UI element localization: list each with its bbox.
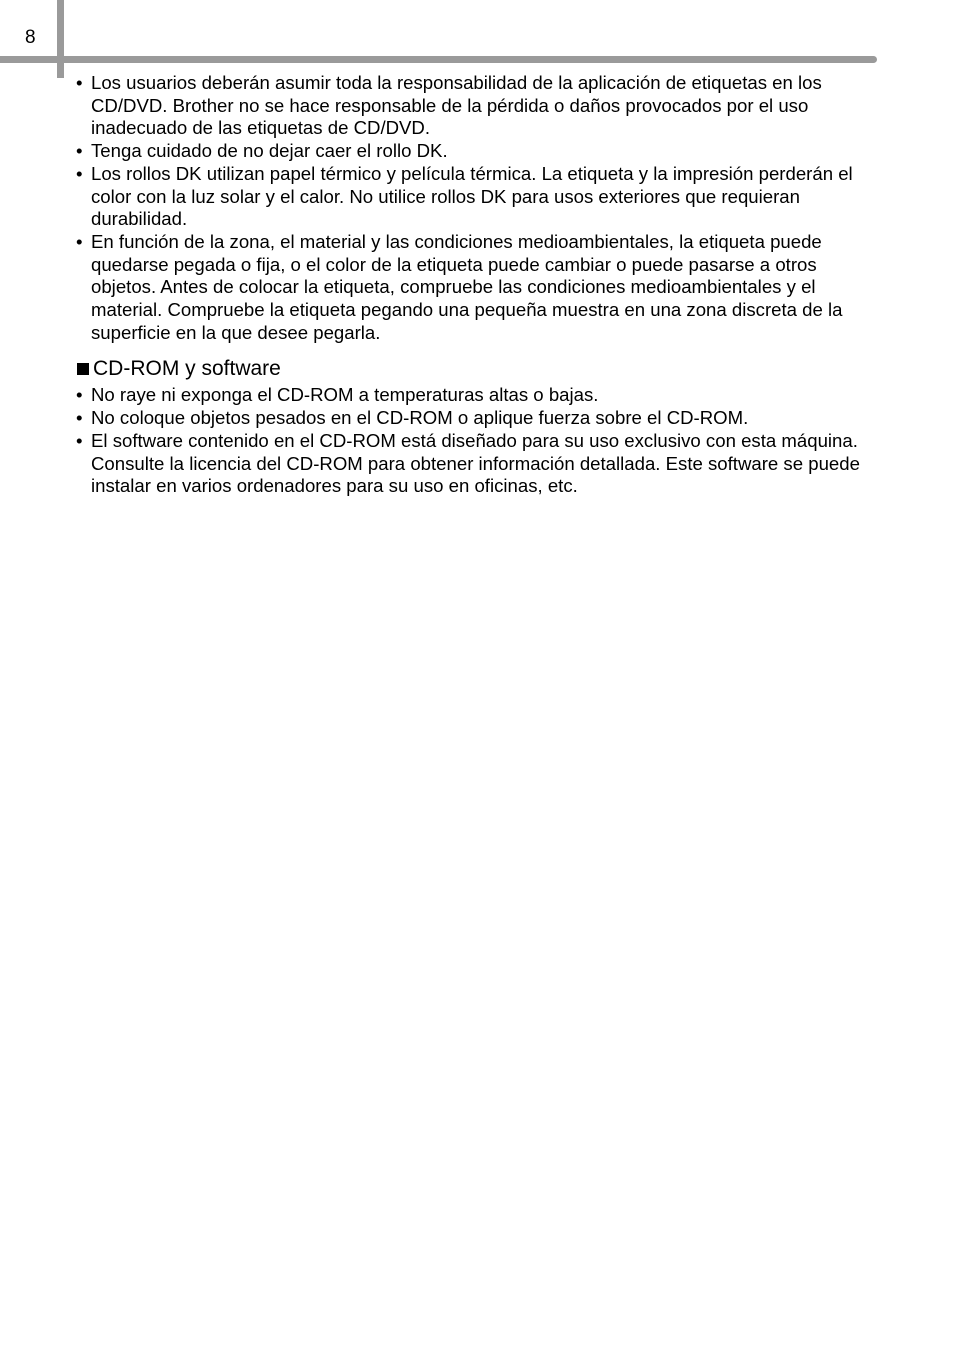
list-item-text: No raye ni exponga el CD-ROM a temperaturas altas o bajas. xyxy=(91,384,599,406)
list-item xyxy=(76,72,876,140)
bullet-dot-icon: • xyxy=(76,162,83,184)
list-item-text: No coloque objetos pesados en el CD-ROM o aplique fuerza sobre el CD-ROM. xyxy=(91,407,749,429)
bullet-dot-icon: • xyxy=(76,140,83,162)
page-content xyxy=(76,72,876,498)
list-item xyxy=(76,163,876,231)
list-item-text: Los usuarios deberán asumir toda la responsabilidad de la aplicación de etiquetas en los CD/DVD. Brother no se hace responsable de la pérdida o daños provocados por el uso inadecuado de las etiquetas de CD/DVD. xyxy=(91,72,822,139)
bullet-dot-icon: • xyxy=(76,72,83,93)
list-item-text: En función de la zona, el material y las condiciones medioambientales, la etiqueta puede quedarse pegada o fija, o el color de la etiqueta puede cambiar o puede pasarse a otros objetos. Antes de colocar la etiqueta, compruebe las condiciones medioambientales y el material. Compruebe la etiqueta pegando una pequeña muestra en una zona discreta de la superficie en la que desee pegarla. xyxy=(91,230,843,343)
bullet-list-top xyxy=(76,72,876,344)
list-item-text: El software contenido en el CD-ROM está diseñado para su uso exclusivo con esta máquina. Consulte la licencia del CD-ROM para obtener información detallada. Este software se puede instalar en varios ordenadores para su uso en oficinas, etc. xyxy=(91,429,860,497)
list-item xyxy=(76,407,876,430)
section-heading xyxy=(76,356,876,382)
square-bullet-icon xyxy=(77,363,89,375)
page-number: 8 xyxy=(25,27,36,48)
list-item xyxy=(76,384,876,407)
bullet-dot-icon: • xyxy=(76,384,83,406)
list-item-text: Los rollos DK utilizan papel térmico y película térmica. La etiqueta y la impresión perderán el color con la luz solar y el calor. No utilice rollos DK para usos exteriores que requieran durabilidad. xyxy=(91,162,853,230)
header-horizontal-bar xyxy=(0,56,877,63)
bullet-dot-icon: • xyxy=(76,429,83,451)
bullet-list-cdrom xyxy=(76,384,876,498)
list-item xyxy=(76,231,876,345)
bullet-dot-icon: • xyxy=(76,407,83,429)
section-heading-text: CD-ROM y software xyxy=(93,357,281,381)
header-vertical-bar xyxy=(57,0,64,78)
list-item xyxy=(76,430,876,498)
list-item-text: Tenga cuidado de no dejar caer el rollo DK. xyxy=(91,140,448,162)
list-item xyxy=(76,140,876,163)
bullet-dot-icon: • xyxy=(76,230,83,252)
